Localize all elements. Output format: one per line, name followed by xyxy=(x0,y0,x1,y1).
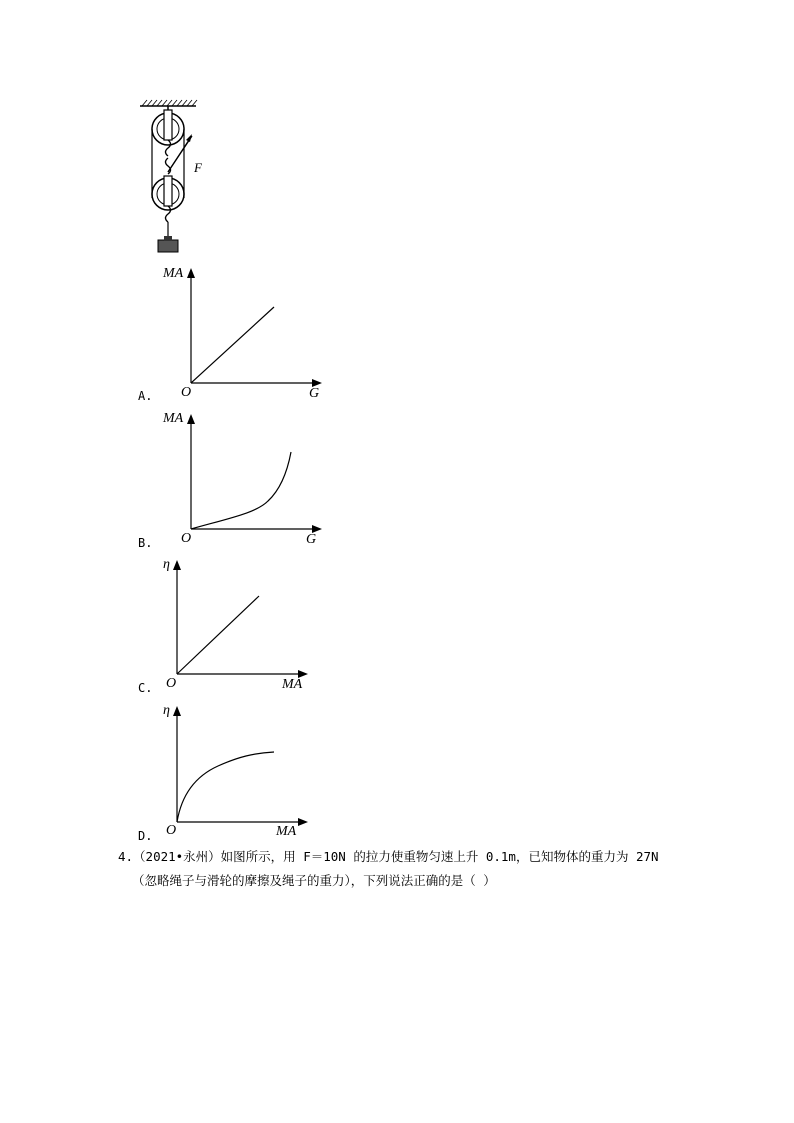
option-c-graph xyxy=(146,554,316,694)
option-d-graph xyxy=(146,700,316,840)
option-d-origin: O xyxy=(166,823,177,838)
option-d-y-label: η xyxy=(163,703,170,718)
y-axis xyxy=(173,706,181,822)
curve-line xyxy=(177,752,274,822)
weight-block xyxy=(158,236,178,252)
option-c-y-label: η xyxy=(163,557,170,572)
pulley-figure xyxy=(134,96,224,256)
option-a-y-label: MA xyxy=(163,266,184,281)
x-axis xyxy=(191,525,322,533)
option-b-y-label: MA xyxy=(163,411,184,426)
option-a-graph xyxy=(160,262,330,402)
ceiling xyxy=(140,100,197,106)
force-label: F xyxy=(194,160,202,175)
x-axis xyxy=(191,379,322,387)
question-4-line-2: （忽略绳子与滑轮的摩擦及绳子的重力），下列说法正确的是（ ） xyxy=(132,873,496,888)
option-c-letter[interactable]: C. xyxy=(138,681,153,695)
option-a-letter[interactable]: A. xyxy=(138,389,153,403)
option-b-origin: O xyxy=(181,531,192,546)
option-a-origin: O xyxy=(181,385,192,400)
option-b-x-label: G xyxy=(306,532,317,547)
option-b-graph xyxy=(160,408,330,548)
movable-pulley xyxy=(152,158,184,236)
curve-line xyxy=(191,452,291,529)
y-axis xyxy=(187,268,195,383)
fixed-pulley xyxy=(152,106,184,156)
curve-line xyxy=(191,307,274,383)
y-axis xyxy=(173,560,181,674)
force-arrow xyxy=(168,134,203,175)
option-c-x-label: MA xyxy=(282,677,303,692)
option-a-x-label: G xyxy=(309,386,320,401)
option-d-letter[interactable]: D. xyxy=(138,829,153,843)
option-b-letter[interactable]: B. xyxy=(138,536,153,550)
question-4-line-1: 4.（2021•永州）如图所示，用 F＝10N 的拉力使重物匀速上升 0.1m，已知物体的重力为 27N xyxy=(118,849,659,864)
option-d-x-label: MA xyxy=(276,824,297,839)
y-axis xyxy=(187,414,195,529)
curve-line xyxy=(177,596,259,674)
option-c-origin: O xyxy=(166,676,177,691)
